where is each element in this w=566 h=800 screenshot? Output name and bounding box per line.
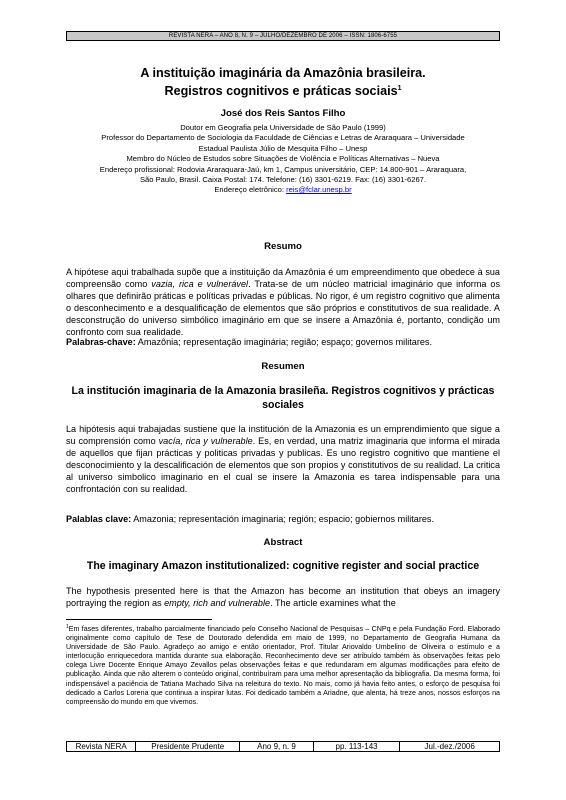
footer-cell-issue: Ano 9, n. 9 bbox=[240, 742, 314, 752]
keywords-text: Amazonia; representación imaginaria; región; espacio; gobiernos militares. bbox=[131, 514, 434, 524]
email-label: Endereço eletrônico: bbox=[214, 185, 287, 195]
resumo-paragraph: A hipótese aqui trabalhada supõe que a instituição da Amazônia é um empreendimento que obedece à sua compreensão como vazia, rica e vulnerável. Trata-se de um núcleo matricial imaginário que informa os olhares que definirão práticas e políticas privadas e públicas. No rigor, é um registro cognitivo que alimenta o desconhecimento e a desqualificação de elementos que são próprios e constitutivos de sua realidade. A desconstrução do universo simbólico imaginário em que se insere a Amazônia é, portanto, condição um confronto com sua realidade. bbox=[66, 267, 501, 338]
abstract-title: The imaginary Amazon institutionalized: cognitive register and social practice bbox=[86, 560, 480, 572]
abstract-italic-phrase: empty, rich and vulnerable bbox=[164, 598, 271, 609]
journal-header-bar bbox=[66, 31, 500, 41]
email-line bbox=[66, 185, 500, 195]
title-footnote-mark[interactable]: 1 bbox=[397, 85, 402, 92]
resumo-heading: Resumo bbox=[264, 241, 302, 252]
abstract-heading: Abstract bbox=[263, 537, 303, 548]
keywords-text: Amazônia; representação imaginária; região; espaço; governos militares. bbox=[135, 337, 432, 347]
resumen-keywords bbox=[66, 513, 500, 525]
title-line-2: Registros cognitivos e práticas sociais$^1$ bbox=[164, 84, 402, 98]
affiliation-line: Estadual Paulista Júlio de Mesquita Filho – Unesp bbox=[198, 143, 368, 153]
footer-cell-date: Jul.-dez./2006 bbox=[400, 742, 500, 752]
resumen-heading: Resumen bbox=[261, 361, 305, 372]
affiliation-line: São Paulo, Brasil. Caixa Postal: 174. Telefone: (16) 3301-6219. Fax: (16) 3301-6267. bbox=[139, 175, 427, 185]
affiliation-line: Doutor em Geografia pela Universidade de São Paulo (1999) bbox=[180, 123, 386, 132]
keywords-label: Palabras-chave: bbox=[66, 337, 136, 347]
footer-cell-journal: Revista NERA bbox=[67, 742, 136, 752]
footer-cell-city: Presidente Prudente bbox=[136, 742, 240, 752]
footnote bbox=[66, 623, 500, 707]
footnote-separator bbox=[66, 619, 212, 620]
resumo-keywords bbox=[66, 336, 500, 348]
email-link[interactable]: reis@fclar.unesp.br bbox=[286, 185, 352, 195]
abstract-paragraph: The hypothesis presented here is that the Amazon has become an institution that obeys an imagery portraying the region as empty, rich and vulnerable. The article examines what the bbox=[66, 586, 500, 609]
journal-header-text: REVISTA NERA – ANO 8, N. 9 – JULHO/DEZEMBRO DE 2006 – ISSN: 1806-6755 bbox=[168, 33, 398, 39]
author-affiliation bbox=[66, 123, 500, 196]
resumo-italic-phrase: vazia, rica e vulnerável bbox=[151, 279, 249, 290]
footnote-text: Em fases diferentes, trabalho parcialmente financiado pelo Conselho Nacional de Pesquisas – CNPq e pela Fundação Ford. Elaborado originalmente como capítulo de Tese de Doutorado defendida em maio de 1999, no Departamento de Geografia Humana da Universidade de São Paulo. Agradeço ao amigo e então orientador, Prof. Titular Ariovaldo Umbelino de Oliveira o estímulo e a interlocução enriquecedora mantida durante sua elaboração. Reconhecimento deve ser atribuído também às observações feitas pelo colega Livre Docente Enrique Amayo Zevallos pelas observações feitas e que redundaram em algumas modificações para efeito de publicação. Ainda que não alterem o conteúdo original, contribuíram para uma melhor apresentação da bibliografia. Da mesma forma, foi indispensável a paciência de Tatiana Machado Silva na releitura do texto. No mais, como já havia feito antes, o esforço de pesquisa foi dedicado a Carlos Lorena que continua a inspirar lutas. Foi dedicado também a Ariadne, que alenta, há treze anos, nossos esforços na compreensão do mundo em que vivemos. bbox=[66, 625, 500, 706]
author-name: José dos Reis Santos Filho bbox=[220, 108, 346, 119]
title-line-1: A instituição imaginária da Amazônia brasileira. bbox=[140, 66, 426, 80]
article-title bbox=[66, 66, 500, 99]
affiliation-line: Membro do Núcleo de Estudos sobre Situações de Violência e Políticas Alternativas – Nueva bbox=[126, 154, 440, 164]
resumen-italic-phrase: vacía, rica y vulnerable bbox=[158, 436, 253, 447]
footer-cell-pages: pp. 113-143 bbox=[313, 742, 400, 752]
resumen-title: La institución imaginaria de la Amazonia brasileña. Registros cognitivos y prácticas sociales bbox=[71, 385, 495, 411]
footnote-mark: 1 bbox=[66, 624, 69, 630]
journal-footer bbox=[66, 741, 500, 752]
affiliation-line: Endereço profissional: Rodovia Araraquara-Jaú, km 1, Campus universitário, CEP: 14.800-901 – Araraquara, bbox=[99, 164, 467, 174]
keywords-label: Palablas clave: bbox=[66, 514, 132, 524]
affiliation-line: Professor do Departamento de Sociologia da Faculdade de Ciências e Letras de Araraquara – Universidade bbox=[101, 133, 465, 143]
resumen-paragraph: La hipótesis aqui trabajadas sustiene que la institución de la Amazonia es un emprendimiento que sigue a su comprensión como vacía, rica y vulnerable. Es, en verdad, una matriz imaginaria que informa el mirada de aquellos que fijan prácticas y politicas privadas y publicas. Es uno registro cognitivo que mantiene el desconocimiento y la descalificación de elementos que son propios y constitutivos de su realidad. La critica al universo simbolico imaginario en el cual se insere la Amazonia es tarea indispensable para una confrontación con su realidad. bbox=[66, 424, 500, 495]
